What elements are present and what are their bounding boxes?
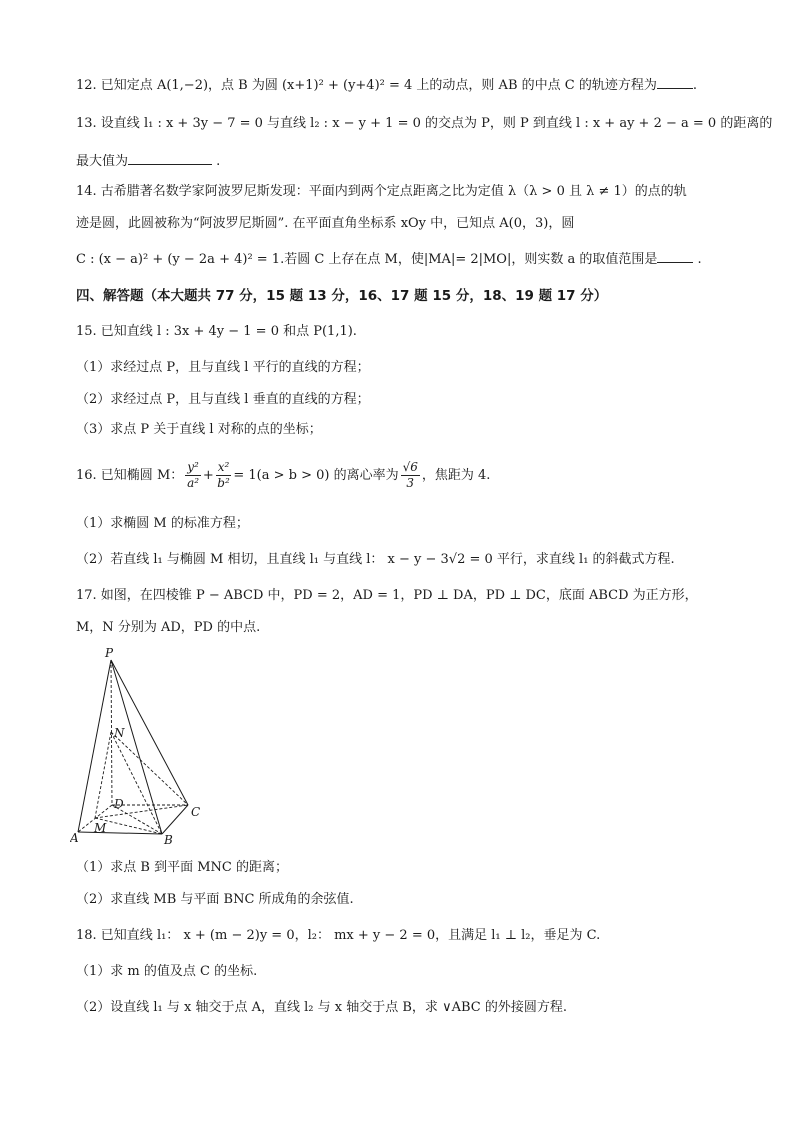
question-15-part-2: （2）求经过点 P，且与直线 l 垂直的直线的方程； [76, 392, 370, 407]
label-B: B [164, 833, 173, 844]
fraction-denominator: b² [217, 476, 230, 490]
fraction-numerator: x² [217, 460, 230, 474]
question-16-stem-c: ，焦距为 4. [421, 468, 491, 483]
question-17-part-1: （1）求点 B 到平面 MNC 的距离； [76, 860, 288, 875]
question-14-text: C : (x − a)² + (y − 2a + 4)² = 1.若圆 C 上存在点 M，使|MA|= 2|MO|，则实数 a 的取值范围是 [76, 252, 658, 267]
question-16-stem-b: = 1(a > b > 0) 的离心率为 [233, 468, 399, 483]
fraction-denominator: 3 [406, 476, 415, 490]
question-12: 12. 已知定点 A(1,−2)，点 B 为圆 (x+1)² + (y+4)² = 4 上的动点，则 AB 的中点 C 的轨迹方程为 . [76, 74, 697, 96]
question-16-part-2: （2）若直线 l₁ 与椭圆 M 相切，且直线 l₁ 与直线 l： x − y − 3√2 = 0 平行，求直线 l₁ 的斜截式方程. [76, 552, 675, 567]
segment-MC [95, 805, 188, 818]
edge-AB [78, 832, 162, 834]
question-14-line-2: 迹是圆，此圆被称为“阿波罗尼斯圆”. 在平面直角坐标系 xOy 中，已知点 A(0，3)，圆 [76, 216, 575, 231]
question-16-stem [76, 458, 490, 494]
pyramid-figure [70, 644, 220, 844]
question-17-line-2: M，N 分别为 AD，PD 的中点. [76, 620, 261, 635]
answer-blank-13 [128, 150, 212, 165]
question-16-part-1: （1）求椭圆 M 的标准方程； [76, 516, 249, 531]
question-17-line-1: 17. 如图，在四棱锥 P − ABCD 中，PD = 2，AD = 1，PD ⊥ DA，PD ⊥ DC，底面 ABCD 为正方形， [76, 588, 698, 603]
question-15-stem: 15. 已知直线 l : 3x + 4y − 1 = 0 和点 P(1,1). [76, 324, 357, 339]
question-14-line-1: 14. 古希腊著名数学家阿波罗尼斯发现：平面内到两个定点距离之比为定值 λ（λ > 0 且 λ ≠ 1）的点的轨 [76, 184, 687, 199]
segment-NM [95, 732, 111, 818]
question-16-stem-a: 16. 已知椭圆 M： [76, 468, 184, 483]
fraction-sqrt6-3 [401, 460, 420, 491]
question-12-text: 12. 已知定点 A(1,−2)，点 B 为圆 (x+1)² + (y+4)² = 4 上的动点，则 AB 的中点 C 的轨迹方程为 [76, 78, 657, 93]
label-P: P [105, 646, 114, 660]
fraction-denominator: a² [187, 476, 200, 490]
label-A: A [70, 831, 79, 844]
edge-BC [162, 805, 188, 834]
label-C: C [191, 805, 201, 819]
plus-sign: + [202, 468, 214, 483]
fraction-numerator: √6 [402, 460, 418, 474]
question-17-part-2: （2）求直线 MB 与平面 BNC 所成角的余弦值. [76, 892, 354, 907]
question-13-line-2: 最大值为 . [76, 150, 220, 172]
question-15-part-1: （1）求经过点 P，且与直线 l 平行的直线的方程； [76, 360, 370, 375]
edge-PA [78, 660, 111, 832]
label-N: N [114, 726, 125, 740]
fraction-numerator: y² [187, 460, 199, 474]
label-D: D [114, 797, 124, 811]
section-4-title: 四、解答题（本大题共 77 分，15 题 13 分，16、17 题 15 分，18、19 题 17 分） [76, 288, 608, 304]
question-18-part-2: （2）设直线 l₁ 与 x 轴交于点 A，直线 l₂ 与 x 轴交于点 B，求 ∨ABC 的外接圆方程. [76, 1000, 567, 1015]
question-13-text: 最大值为 [76, 154, 129, 169]
fraction-x2-b2 [216, 460, 232, 491]
label-M: M [94, 821, 107, 835]
answer-blank-12 [657, 74, 693, 89]
question-18-stem: 18. 已知直线 l₁： x + (m − 2)y = 0，l₂： mx + y − 2 = 0，且满足 l₁ ⊥ l₂，垂足为 C. [76, 928, 601, 943]
answer-blank-14 [657, 248, 693, 263]
question-15-part-3: （3）求点 P 关于直线 l 对称的点的坐标； [76, 422, 322, 437]
fraction-y2-a2 [185, 460, 201, 491]
question-18-part-1: （1）求 m 的值及点 C 的坐标. [76, 964, 258, 979]
segment-NC [111, 732, 188, 805]
question-13-line-1: 13. 设直线 l₁ : x + 3y − 7 = 0 与直线 l₂ : x − y + 1 = 0 的交点为 P，则 P 到直线 l : x + ay + 2 − a = 0 的距离的 [76, 116, 773, 131]
question-14-line-3: C : (x − a)² + (y − 2a + 4)² = 1.若圆 C 上存在点 M，使|MA|= 2|MO|，则实数 a 的取值范围是 . [76, 248, 702, 270]
